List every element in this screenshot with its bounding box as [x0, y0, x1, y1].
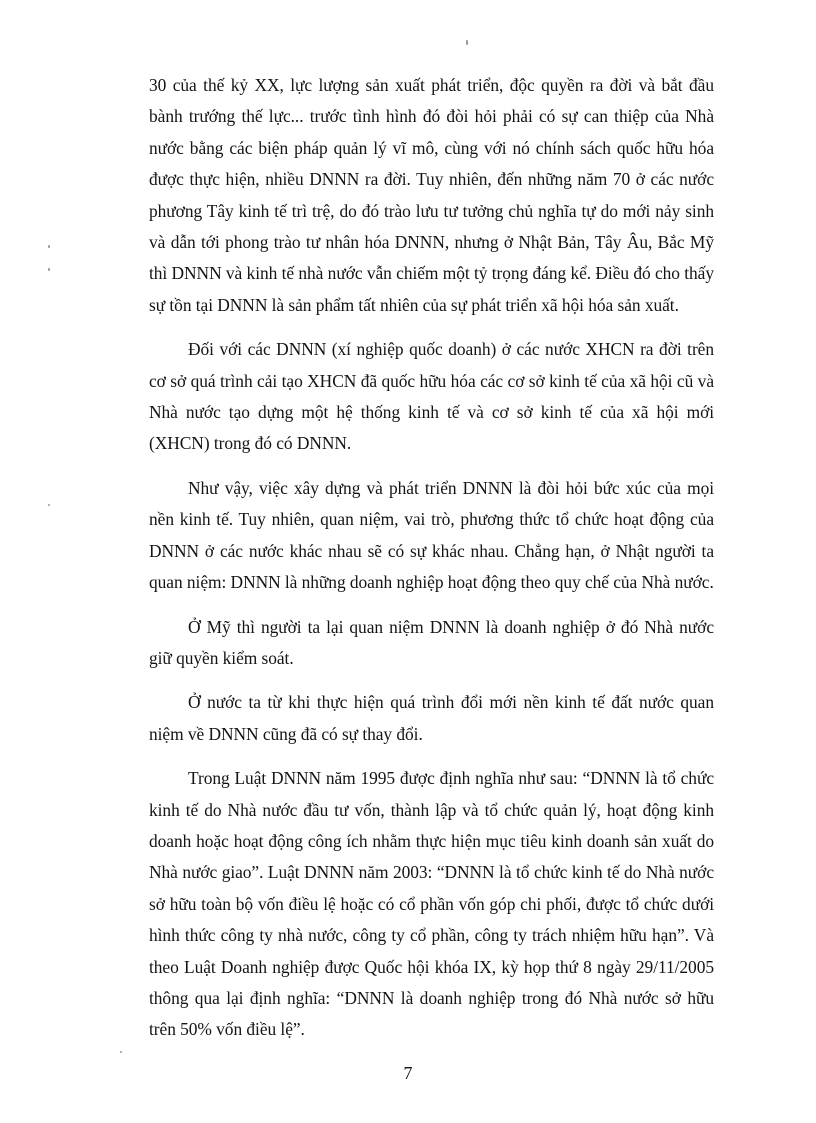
scan-speck [466, 40, 468, 45]
page-number: 7 [403, 1063, 413, 1083]
body-text [149, 70, 714, 1059]
paragraph: Trong Luật DNNN năm 1995 được định nghĩa như sau: “DNNN là tổ chức kinh tế do Nhà nước đầu tư vốn, thành lập và tổ chức quản lý, hoạt động kinh doanh hoặc hoạt động công ích nhằm thực hiện mục tiêu kinh doanh sản xuất do Nhà nước giao”. Luật DNNN năm 2003: “DNNN là tổ chức kinh tế do Nhà nước sở hữu toàn bộ vốn điều lệ hoặc có cổ phần vốn góp chi phối, được tổ chức dưới hình thức công ty nhà nước, công ty cổ phần, công ty trách nhiệm hữu hạn”. Và theo Luật Doanh nghiệp được Quốc hội khóa IX, kỳ họp thứ 8 ngày 29/11/2005 thông qua lại định nghĩa: “DNNN là doanh nghiệp trong đó Nhà nước sở hữu trên 50% vốn điều lệ”. [149, 768, 714, 1040]
paragraph: Ở nước ta từ khi thực hiện quá trình đổi mới nền kinh tế đất nước quan niệm về DNNN cũng đã có sự thay đổi. [149, 692, 714, 744]
scan-speck [48, 504, 50, 506]
scan-speck [120, 1051, 122, 1053]
scan-speck [48, 245, 50, 248]
paragraph: Như vậy, việc xây dựng và phát triển DNNN là đòi hỏi bức xúc của mọi nền kinh tế. Tuy nhiên, quan niệm, vai trò, phương thức tổ chức hoạt động của DNNN ở các nước khác nhau sẽ có sự khác nhau. Chẳng hạn, ở Nhật người ta quan niệm: DNNN là những doanh nghiệp hoạt động theo quy chế của Nhà nước. [149, 477, 714, 593]
paragraph: Đối với các DNNN (xí nghiệp quốc doanh) ở các nước XHCN ra đời trên cơ sở quá trình cải tạo XHCN đã quốc hữu hóa các cơ sở kinh tế của xã hội cũ và Nhà nước tạo dựng một hệ thống kinh tế và cơ sở kinh tế của xã hội mới (XHCN) trong đó có DNNN. [149, 339, 714, 454]
scan-speck [48, 268, 50, 271]
paragraph: 30 của thế kỷ XX, lực lượng sản xuất phát triển, độc quyền ra đời và bắt đầu bành trướng thế lực... trước tình hình đó đòi hỏi phải có sự can thiệp của Nhà nước bằng các biện pháp quản lý vĩ mô, cùng với nó chính sách quốc hữu hóa được thực hiện, nhiều DNNN ra đời. Tuy nhiên, đến những năm 70 ở các nước phương Tây kinh tế trì trệ, do đó trào lưu tư tưởng chủ nghĩa tự do mới nảy sinh và dẫn tới phong trào tư nhân hóa DNNN, nhưng ở Nhật Bản, Tây Âu, Bắc Mỹ thì DNNN và kinh tế nhà nước vẫn chiếm một tỷ trọng đáng kể. Điều đó cho thấy sự tồn tại DNNN là sản phẩm tất nhiên của sự phát triển xã hội hóa sản xuất. [149, 75, 714, 315]
paragraph: Ở Mỹ thì người ta lại quan niệm DNNN là doanh nghiệp ở đó Nhà nước giữ quyền kiểm soát. [149, 616, 714, 668]
